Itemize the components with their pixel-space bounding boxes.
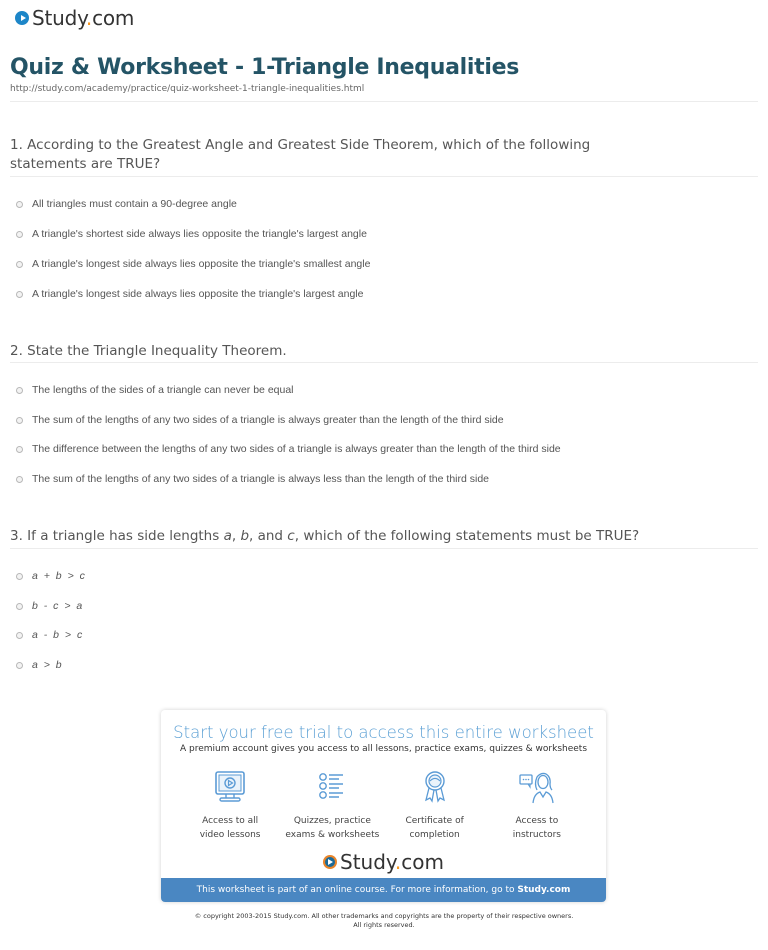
- feature-list: [161, 770, 606, 842]
- radio-button[interactable]: [16, 231, 23, 238]
- instructor-icon: [519, 770, 555, 804]
- question-2-option-4[interactable]: The sum of the lengths of any two sides of a triangle is always less than the length of the third side: [16, 473, 489, 485]
- question-2-text: 2. State the Triangle Inequality Theorem.: [10, 343, 287, 359]
- question-1-option-3[interactable]: A triangle's longest side always lies opposite the triangle's smallest angle: [16, 258, 370, 270]
- page-title: Quiz & Worksheet - 1-Triangle Inequalities: [10, 55, 519, 80]
- feature-instructors: Access to instructors: [487, 770, 587, 842]
- feature-certificate: Certificate of completion: [385, 770, 485, 842]
- radio-button[interactable]: [16, 632, 23, 639]
- copyright-notice: © copyright 2003-2015 Study.com. All other trademarks and copyrights are the property of their respective owners. All rights reserved.: [194, 912, 574, 929]
- study-logo[interactable]: [15, 6, 134, 30]
- radio-button[interactable]: [16, 476, 23, 483]
- radio-button[interactable]: [16, 573, 23, 580]
- promo-study-logo[interactable]: Study.com: [161, 850, 606, 874]
- play-logo-icon: [15, 11, 29, 25]
- question-1-text: 1. According to the Greatest Angle and Greatest Side Theorem, which of the following statements are TRUE?: [10, 137, 591, 172]
- video-lesson-icon: [213, 770, 247, 804]
- play-logo-icon: [323, 855, 337, 869]
- radio-button[interactable]: [16, 417, 23, 424]
- question-1-option-4[interactable]: A triangle's longest side always lies opposite the triangle's largest angle: [16, 288, 363, 300]
- study-link[interactable]: Study.com: [517, 885, 571, 895]
- promo-title[interactable]: Start your free trial to access this entire worksheet: [173, 723, 594, 742]
- certificate-icon: [418, 770, 452, 804]
- feature-video-lessons: Access to all video lessons: [180, 770, 280, 842]
- question-1-divider: [10, 176, 758, 177]
- radio-button[interactable]: [16, 603, 23, 610]
- radio-button[interactable]: [16, 201, 23, 208]
- page-url: http://study.com/academy/practice/quiz-worksheet-1-triangle-inequalities.html: [10, 84, 365, 94]
- feature-quizzes: Quizzes, practice exams & worksheets: [282, 770, 382, 842]
- question-2-option-2[interactable]: The sum of the lengths of any two sides of a triangle is always greater than the length of the third side: [16, 414, 504, 426]
- question-3-option-1[interactable]: a + b > c: [16, 570, 86, 582]
- promo-subtitle: A premium account gives you access to all lessons, practice exams, quizzes & worksheets: [179, 744, 588, 754]
- question-2-option-1[interactable]: The lengths of the sides of a triangle can never be equal: [16, 384, 294, 396]
- radio-button[interactable]: [16, 387, 23, 394]
- question-3-text: 3. If a triangle has side lengths a, b, and c, which of the following statements must be TRUE?: [10, 528, 640, 544]
- question-1-option-2[interactable]: A triangle's shortest side always lies opposite the triangle's largest angle: [16, 228, 367, 240]
- question-1-option-1[interactable]: All triangles must contain a 90-degree angle: [16, 198, 237, 210]
- question-3-option-4[interactable]: a > b: [16, 659, 63, 671]
- radio-button[interactable]: [16, 446, 23, 453]
- header-divider: [10, 101, 758, 102]
- promo-footer-bar: This worksheet is part of an online course. For more information, go to Study.com: [161, 878, 606, 902]
- logo-text: Study.com: [32, 6, 135, 30]
- radio-button[interactable]: [16, 261, 23, 268]
- quiz-list-icon: [315, 770, 349, 804]
- question-3-option-3[interactable]: a - b > c: [16, 629, 84, 641]
- question-3-divider: [10, 548, 758, 549]
- question-2-option-3[interactable]: The difference between the lengths of any two sides of a triangle is always greater than the length of the third side: [16, 443, 561, 455]
- question-2-divider: [10, 362, 758, 363]
- radio-button[interactable]: [16, 291, 23, 298]
- radio-button[interactable]: [16, 662, 23, 669]
- free-trial-promo: [161, 710, 606, 902]
- question-3-option-2[interactable]: b - c > a: [16, 600, 84, 612]
